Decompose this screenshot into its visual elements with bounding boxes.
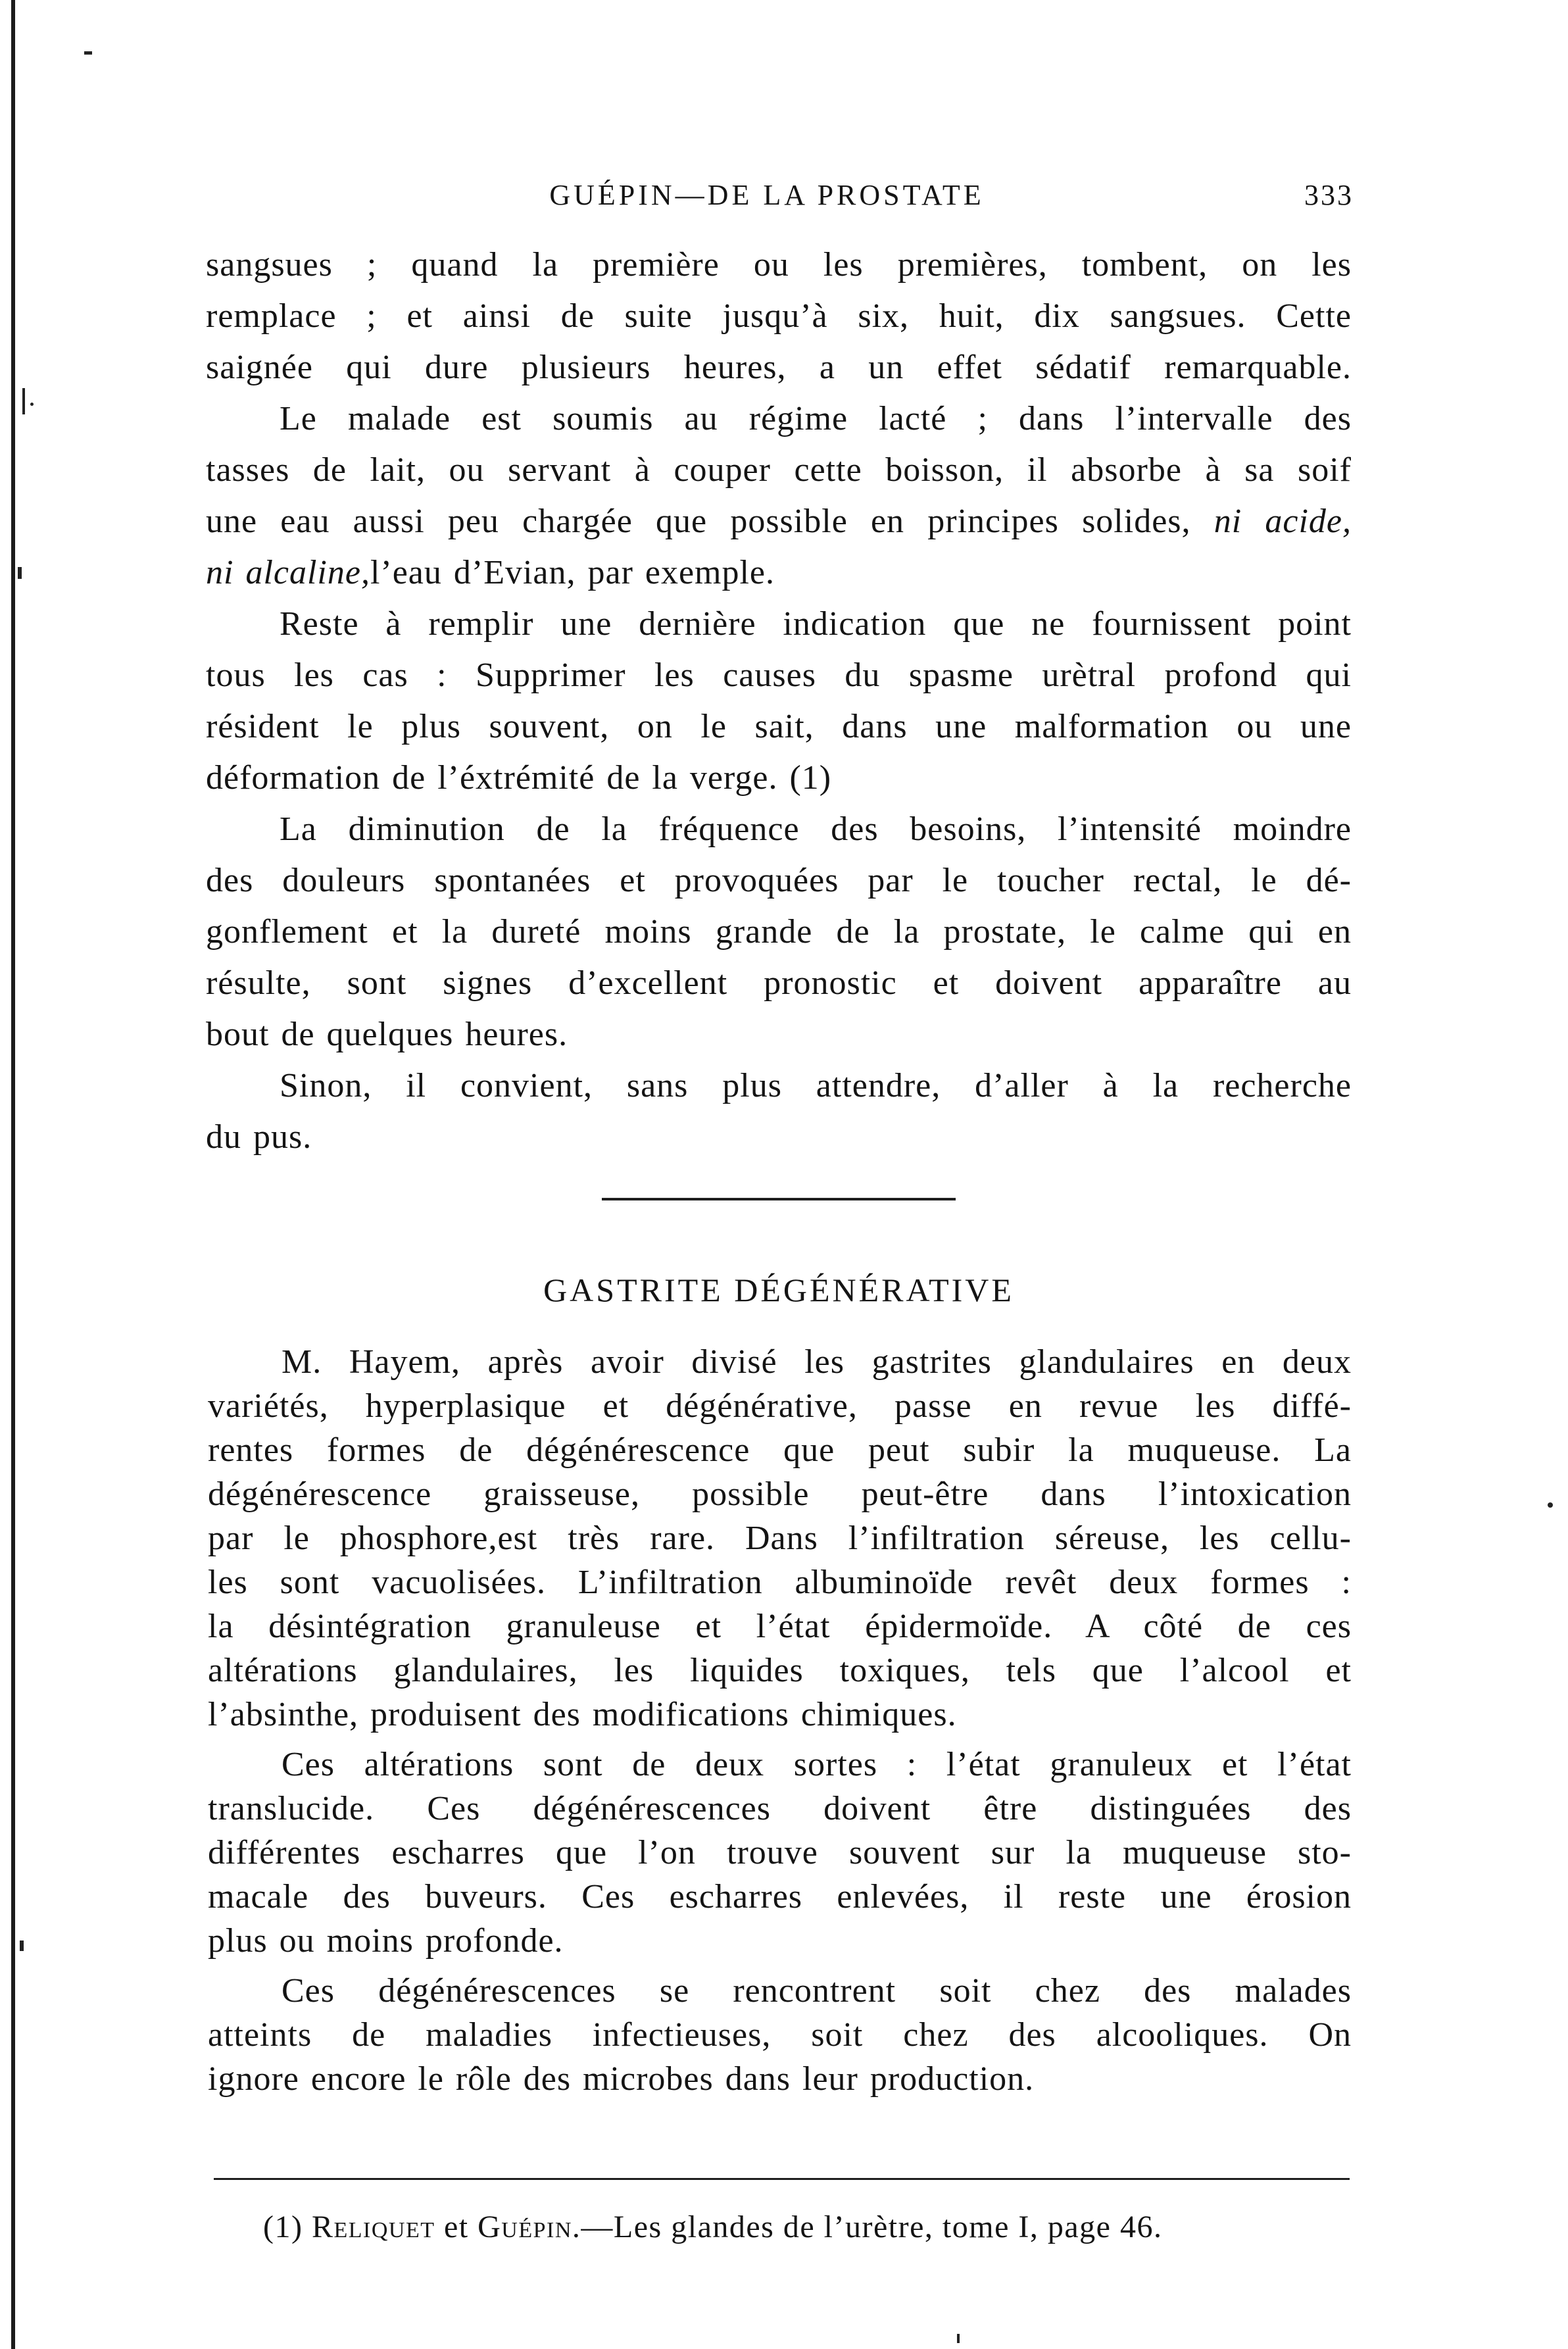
- text-line: par le phosphore,est très rare. Dans l’infiltration séreuse, les cellu-: [208, 1520, 1352, 1557]
- footnote-author: Reliquet: [311, 2210, 435, 2244]
- text-line: plus ou moins profonde.: [208, 1922, 564, 1960]
- paragraph: [208, 1969, 1352, 2101]
- scan-speck: [84, 51, 92, 55]
- paragraph: [208, 1340, 1352, 1737]
- scan-speck: [1548, 1502, 1553, 1508]
- section-heading: GASTRITE DÉGÉNÉRATIVE: [543, 1272, 1014, 1308]
- scan-speck: [30, 403, 34, 406]
- text-line: [206, 496, 1352, 547]
- text-line: translucide. Ces dégénérescences doivent être distinguées des: [208, 1790, 1352, 1827]
- text-line: ignore encore le rôle des microbes dans leur production.: [208, 2060, 1035, 2098]
- gastritis-section-text: [208, 1340, 1352, 2101]
- text-line: M. Hayem, après avoir divisé les gastrites glandulaires en deux: [282, 1343, 1352, 1381]
- text-line: les sont vacuolisées. L’infiltration albuminoïde revêt deux formes :: [208, 1564, 1352, 1601]
- text-line: tasses de lait, ou servant à couper cette boisson, il absorbe à sa soif: [206, 451, 1352, 489]
- text-line: la désintégration granuleuse et l’état épidermoïde. A côté de ces: [208, 1608, 1352, 1645]
- text-line: La diminution de la fréquence des besoins, l’intensité moindre: [280, 810, 1352, 848]
- paragraph: [206, 599, 1352, 804]
- text-line: du pus.: [206, 1118, 312, 1156]
- text-line: variétés, hyperplasique et dégénérative, passe en revue les diffé-: [208, 1387, 1352, 1425]
- text-line: bout de quelques heures.: [206, 1016, 568, 1053]
- scan-speck: [22, 388, 25, 414]
- scan-speck: [957, 2334, 960, 2343]
- text-line: Reste à remplir une dernière indication que ne fournissent point: [280, 605, 1352, 643]
- paragraph: [208, 1743, 1352, 1963]
- footnote-rule: [214, 2178, 1350, 2180]
- text-line: gonflement et la dureté moins grande de la prostate, le calme qui en: [206, 913, 1352, 951]
- paragraph: [206, 393, 1352, 599]
- footnote: [263, 2208, 1352, 2247]
- text-line: atteints de maladies infectieuses, soit chez des alcooliques. On: [208, 2016, 1352, 2054]
- text-line: macale des buveurs. Ces escharres enlevées, il reste une érosion: [208, 1878, 1352, 1916]
- text-line: altérations glandulaires, les liquides toxiques, tels que l’alcool et: [208, 1652, 1352, 1689]
- text-line: Sinon, il convient, sans plus attendre, d’aller à la recherche: [280, 1067, 1352, 1104]
- page-number: 333: [1304, 179, 1354, 211]
- text-line: [206, 547, 1352, 599]
- text-line: dégénérescence graisseuse, possible peut-être dans l’intoxication: [208, 1475, 1352, 1513]
- text-line: Le malade est soumis au régime lacté ; dans l’intervalle des: [280, 400, 1352, 437]
- text-line: tous les cas : Supprimer les causes du spasme urètral profond qui: [206, 656, 1352, 694]
- footnote-author: Guépin: [478, 2210, 572, 2244]
- line-text: une eau aussi peu chargée que possible en principes solides,: [206, 503, 1191, 540]
- text-line: différentes escharres que l’on trouve souvent sur la muqueuse sto-: [208, 1834, 1352, 1871]
- text-line: déformation de l’éxtrémité de la verge. (1): [206, 759, 832, 797]
- text-line: résulte, sont signes d’excellent pronostic et doivent apparaître au: [206, 964, 1352, 1002]
- text-line: des douleurs spontanées et provoquées par le toucher rectal, le dé-: [206, 862, 1352, 899]
- text-line: remplace ; et ainsi de suite jusqu’à six, huit, dix sangsues. Cette: [206, 297, 1352, 335]
- text-line: résident le plus souvent, on le sait, dans une malformation ou une: [206, 708, 1352, 745]
- text-line: rentes formes de dégénérescence que peut subir la muqueuse. La: [208, 1431, 1352, 1469]
- paragraph: [206, 804, 1352, 1060]
- line-text: l’eau d’Evian, par exemple.: [370, 554, 775, 591]
- italic-text: ni acide,: [1213, 503, 1352, 540]
- section-separator-rule: [602, 1198, 956, 1200]
- text-line: sangsues ; quand la première ou les premières, tombent, on les: [206, 246, 1352, 284]
- text-line: saignée qui dure plusieurs heures, a un effet sédatif remarquable.: [206, 349, 1352, 386]
- text-line: Ces altérations sont de deux sortes : l’état granuleux et l’état: [282, 1746, 1352, 1783]
- italic-text: ni alcaline,: [206, 554, 370, 591]
- paragraph: [206, 1060, 1352, 1163]
- text-line: l’absinthe, produisent des modifications chimiques.: [208, 1696, 957, 1733]
- paragraph: [206, 239, 1352, 393]
- running-head-title: GUÉPIN—DE LA PROSTATE: [549, 179, 985, 211]
- prostate-section-text: [206, 239, 1352, 1163]
- footnote-citation: .—Les glandes de l’urètre, tome I, page 46.: [572, 2210, 1163, 2244]
- footnote-conjunction: et: [444, 2210, 469, 2244]
- scan-speck: [20, 1941, 24, 1951]
- text-line: Ces dégénérescences se rencontrent soit chez des malades: [282, 1972, 1352, 2010]
- footnote-marker: (1): [263, 2210, 303, 2244]
- scan-edge-line: [11, 0, 15, 2349]
- scan-speck: [18, 567, 22, 579]
